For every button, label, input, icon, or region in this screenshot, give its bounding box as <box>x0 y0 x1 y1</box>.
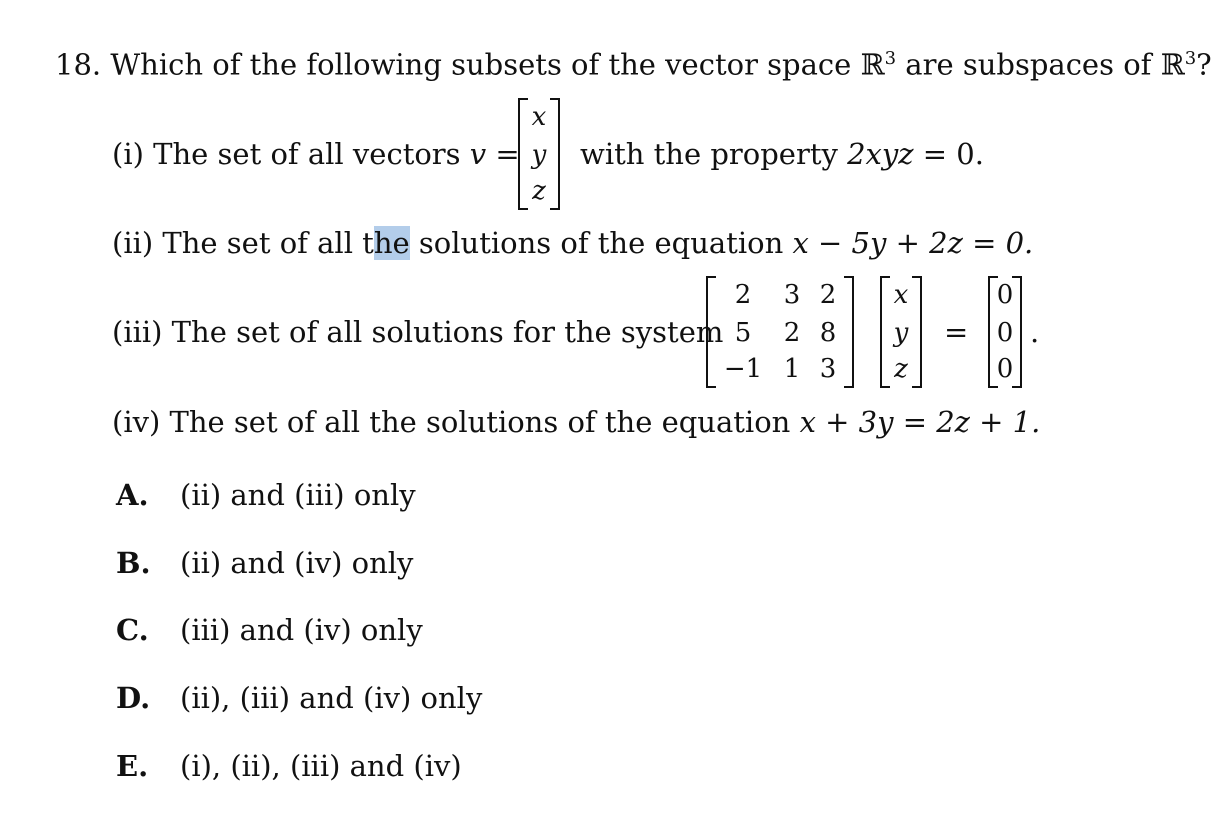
item-2-equation: x − 5y + 2z = 0. <box>792 226 1034 260</box>
item-3-coefficient-matrix <box>706 276 854 388</box>
item-2-text-a: (ii) The set of all t <box>112 226 374 260</box>
question-number: 18. <box>55 47 102 82</box>
item-4-equation: x + 3y = 2z + 1. <box>799 405 1041 439</box>
matrix-cell: 5 <box>734 318 752 348</box>
vector-cell: y <box>893 318 909 348</box>
option-a-text: (ii) and (iii) only <box>180 478 416 512</box>
item-4-text <box>112 405 1041 439</box>
option-b-label: B. <box>116 546 151 580</box>
item-1-text <box>112 137 520 171</box>
space-exponent-2: 3 <box>1184 48 1197 69</box>
matrix-right-bracket <box>844 276 854 388</box>
item-2-text-b: solutions of the equation <box>409 226 793 260</box>
option-e-text: (i), (ii), (iii) and (iv) <box>180 749 462 783</box>
matrix-cell: 8 <box>819 318 837 348</box>
vector-cell: z <box>894 354 908 384</box>
vector-cell: x <box>893 280 909 310</box>
item-4-text-a: (iv) The set of all the solutions of the equation <box>112 405 800 439</box>
option-a[interactable] <box>116 478 416 512</box>
item-1-prefix: (i) The set of all vectors <box>112 137 470 171</box>
matrix-cell: 2 <box>734 280 752 310</box>
space-symbol-2: ℝ <box>1160 47 1185 82</box>
item-1-property-tail: = 0. <box>913 137 984 171</box>
option-d-text: (ii), (iii) and (iv) only <box>180 681 483 715</box>
item-3-period: . <box>1030 315 1040 349</box>
question-stem <box>55 47 1212 82</box>
zero-vector-cell: 0 <box>996 318 1014 348</box>
option-d-label: D. <box>116 681 151 715</box>
stem-text-b: are subspaces of <box>896 47 1161 82</box>
option-c-text: (iii) and (iv) only <box>180 613 423 647</box>
matrix-cell: 2 <box>783 318 801 348</box>
matrix-cell: 3 <box>819 354 837 384</box>
option-a-label: A. <box>116 478 149 512</box>
item-3-equals: = <box>944 315 969 349</box>
item-2-text <box>112 226 1034 260</box>
matrix-cell: 2 <box>819 280 837 310</box>
option-e[interactable] <box>116 749 462 783</box>
item-1-vector-x: x <box>531 102 547 132</box>
item-1-vector-y: y <box>531 140 547 170</box>
stem-text-a: Which of the following subsets of the vector space <box>110 47 861 82</box>
matrix-cell: 3 <box>783 280 801 310</box>
option-c[interactable] <box>116 613 423 647</box>
matrix-left-bracket <box>706 276 716 388</box>
option-b[interactable] <box>116 546 414 580</box>
item-1-property: 2xyz <box>847 137 914 171</box>
stem-text-c: ? <box>1196 47 1212 82</box>
space-symbol: ℝ <box>860 47 885 82</box>
zero-vector-cell: 0 <box>996 280 1014 310</box>
space-exponent: 3 <box>884 48 897 69</box>
item-1-var: v <box>469 137 487 171</box>
matrix-cell: −1 <box>723 354 763 384</box>
item-1-suffix <box>580 137 984 171</box>
item-1-eq: = <box>486 137 520 171</box>
option-d[interactable] <box>116 681 483 715</box>
item-1-suffix-text: with the property <box>580 137 848 171</box>
text-selection-highlight[interactable]: he <box>373 226 410 260</box>
item-1-vector <box>518 98 560 210</box>
option-e-label: E. <box>116 749 149 783</box>
option-c-label: C. <box>116 613 149 647</box>
item-3-text: (iii) The set of all solutions for the system <box>112 315 724 349</box>
item-3-unknown-vector <box>880 276 922 388</box>
option-b-text: (ii) and (iv) only <box>180 546 414 580</box>
matrix-cell: 1 <box>783 354 801 384</box>
item-3-zero-vector <box>988 276 1022 388</box>
item-1-vector-z: z <box>532 176 546 206</box>
zero-vector-cell: 0 <box>996 354 1014 384</box>
